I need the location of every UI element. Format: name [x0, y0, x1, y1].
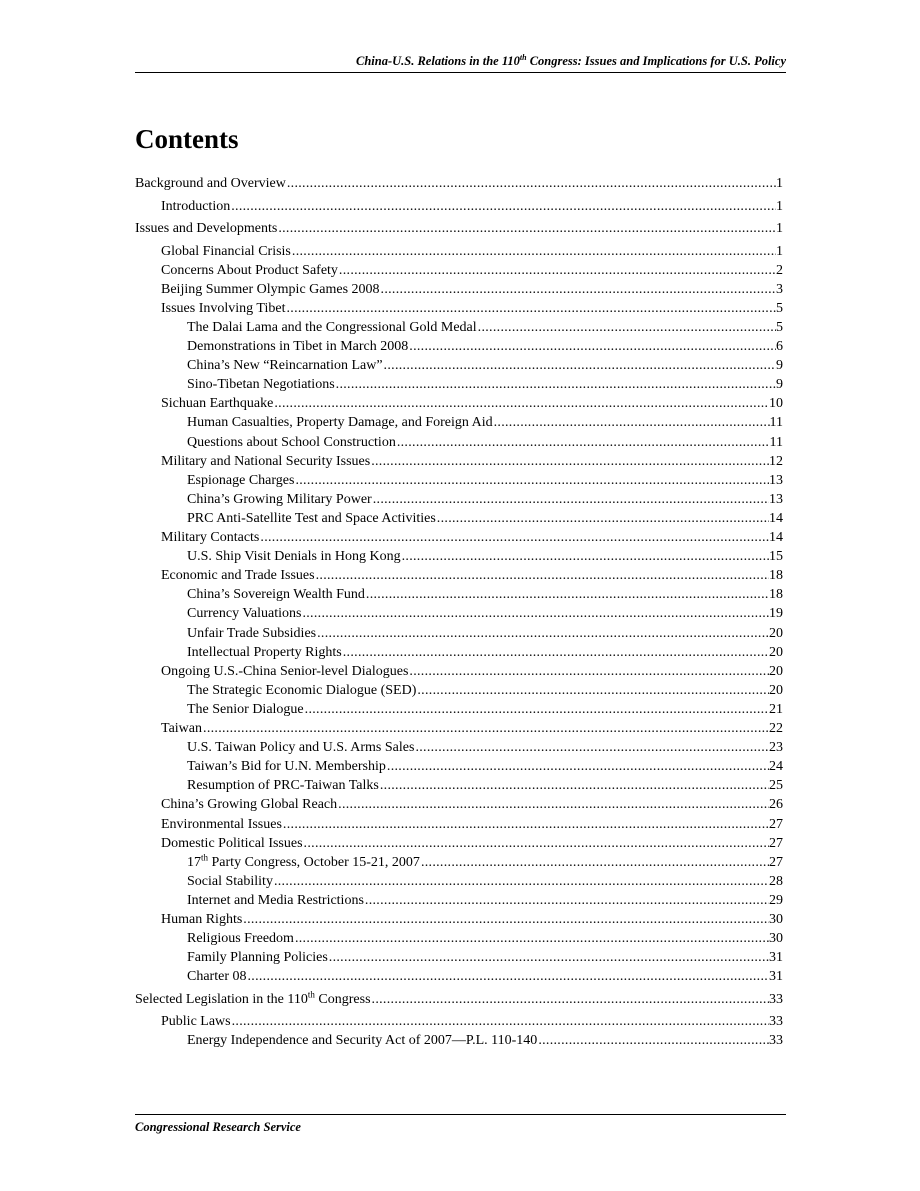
- toc-entry-title-text: U.S. Taiwan Policy and U.S. Arms Sales: [187, 740, 415, 756]
- toc-dot-leader: [408, 664, 769, 680]
- toc-dot-leader: [273, 396, 769, 412]
- toc-dot-leader: [202, 721, 769, 737]
- toc-entry-title-text: Human Casualties, Property Damage, and Foreign Aid: [187, 415, 493, 431]
- toc-page-number: 10: [769, 396, 783, 412]
- toc-entry-title-text: Espionage Charges: [187, 472, 295, 488]
- toc-page-number: 14: [769, 530, 783, 545]
- running-header-superscript: th: [519, 52, 527, 62]
- toc-page-number: 20: [769, 682, 783, 698]
- toc-entry-title-text: China’s Growing Global Reach: [161, 797, 338, 813]
- toc-entry-title-text: Questions about School Construction: [187, 434, 396, 450]
- toc-dot-leader: [230, 199, 776, 215]
- toc-entry[interactable]: [187, 358, 783, 377]
- toc-entry-title: [187, 931, 294, 947]
- toc-entry-title-text: Beijing Summer Olympic Games 2008: [161, 281, 380, 297]
- toc-entry[interactable]: [187, 683, 783, 702]
- toc-entry-title: [161, 568, 315, 584]
- toc-page-number: 20: [769, 663, 783, 679]
- header-rule: [135, 72, 786, 73]
- toc-entry-title: [161, 797, 337, 813]
- toc-entry[interactable]: [161, 836, 783, 855]
- toc-entry[interactable]: [187, 473, 783, 492]
- toc-page-number: 20: [769, 644, 783, 660]
- toc-page-number: 11: [769, 415, 783, 431]
- toc-entry[interactable]: [187, 492, 783, 511]
- toc-page-number: 14: [769, 510, 783, 526]
- toc-entry[interactable]: [187, 740, 783, 759]
- toc-entry[interactable]: [187, 778, 783, 797]
- toc-dot-leader: [282, 817, 769, 833]
- toc-dot-leader: [338, 263, 776, 279]
- toc-dot-leader: [259, 530, 769, 546]
- toc-entry-title-text: Resumption of PRC-Taiwan Talks: [187, 778, 379, 794]
- toc-page-number: 11: [769, 434, 783, 450]
- toc-dot-leader: [273, 874, 769, 890]
- toc-entry-title-text: Social Stability: [187, 873, 273, 889]
- toc-entry[interactable]: [187, 702, 783, 721]
- toc-dot-leader: [370, 454, 769, 470]
- toc-page-number: 31: [769, 969, 783, 985]
- toc-page-number: 5: [776, 300, 783, 316]
- toc-entry-title-text: Selected Legislation in the 110: [135, 991, 308, 1007]
- toc-page-number: 1: [776, 243, 783, 259]
- toc-entry-title-text: Intellectual Property Rights: [187, 644, 342, 660]
- toc-page-number: 5: [776, 319, 783, 335]
- toc-entry-title-text: Military Contacts: [161, 530, 260, 545]
- toc-entry-title: [187, 358, 383, 374]
- toc-page-number: 27: [769, 816, 783, 832]
- running-header: [135, 54, 786, 69]
- toc-entry-title: [161, 244, 291, 260]
- toc-entry[interactable]: [187, 435, 783, 454]
- toc-page-number: 27: [769, 854, 783, 870]
- toc-entry[interactable]: [187, 759, 783, 778]
- toc-entry-title: [187, 473, 294, 489]
- toc-entry[interactable]: [187, 893, 783, 912]
- toc-dot-leader: [420, 855, 769, 871]
- toc-entry[interactable]: [187, 874, 783, 893]
- toc-entry-title-text: Concerns About Product Safety: [161, 262, 338, 278]
- toc-entry-title: [135, 989, 371, 1008]
- toc-page-number: 18: [769, 587, 783, 603]
- toc-page-number: 33: [769, 1033, 783, 1049]
- toc-dot-leader: [277, 221, 776, 237]
- toc-entry-title: [161, 530, 259, 546]
- running-header-text-end: Congress: Issues and Implications for U.S. Policy: [526, 54, 786, 68]
- toc-entry-title: [187, 683, 416, 699]
- toc-page-number: 2: [776, 262, 783, 278]
- toc-entry-title-text: U.S. Ship Visit Denials in Hong Kong: [187, 549, 401, 565]
- toc-entry-title-text: Military and National Security Issues: [161, 453, 371, 469]
- page-title: Contents: [135, 124, 239, 154]
- footer-rule: [135, 1114, 786, 1115]
- toc-entry-title: [187, 1033, 537, 1049]
- toc-entry[interactable]: [161, 454, 783, 473]
- toc-dot-leader: [337, 797, 769, 813]
- toc-entry-title-text-end: Congress: [314, 991, 371, 1007]
- toc-entry-title: [187, 549, 401, 565]
- toc-page-number: 1: [776, 176, 783, 191]
- toc-dot-leader: [416, 683, 769, 699]
- toc-entry-title-text: PRC Anti-Satellite Test and Space Activities: [187, 510, 436, 526]
- toc-entry-title: [161, 301, 285, 317]
- toc-entry-title-text: Sichuan Earthquake: [161, 396, 274, 412]
- toc-entry-title-text: Global Financial Crisis: [161, 243, 291, 259]
- toc-entry-title: [161, 282, 380, 298]
- toc-entry[interactable]: [161, 797, 783, 816]
- toc-entry-title-text: Issues Involving Tibet: [161, 300, 286, 316]
- toc-entry[interactable]: [187, 320, 783, 339]
- toc-page-number: 15: [769, 549, 783, 565]
- toc-entry-title: [161, 836, 303, 852]
- toc-entry-title-text: Issues and Developments: [135, 221, 278, 236]
- toc-entry-title: [161, 454, 370, 470]
- toc-entry-title: [187, 606, 301, 622]
- toc-page-number: 12: [769, 453, 783, 469]
- toc-dot-leader: [291, 244, 776, 260]
- toc-entry-title: [161, 721, 202, 737]
- toc-entry-title-text: Introduction: [161, 198, 231, 214]
- toc-entry-title-text: Currency Valuations: [187, 606, 302, 622]
- toc-page-number: 28: [769, 873, 783, 889]
- toc-entry-title-text: 17: [187, 854, 201, 870]
- toc-entry-title: [187, 969, 246, 985]
- toc-entry-title: [161, 912, 242, 928]
- toc-entry-title: [161, 396, 273, 412]
- toc-page-number: 20: [769, 625, 783, 641]
- toc-page-number: 13: [769, 491, 783, 507]
- toc-page-number: 13: [769, 472, 783, 488]
- toc-entry-title: [187, 759, 386, 775]
- toc-entry-title: [187, 893, 364, 909]
- toc-entry[interactable]: [161, 396, 783, 415]
- toc-entry-superscript: th: [201, 852, 209, 863]
- toc-page-number: 6: [776, 339, 783, 354]
- toc-entry[interactable]: [187, 1033, 783, 1052]
- toc-dot-leader: [372, 492, 769, 508]
- toc-dot-leader: [380, 282, 776, 298]
- toc-dot-leader: [294, 931, 769, 947]
- toc-entry-title-text: The Senior Dialogue: [187, 701, 304, 717]
- toc-page-number: 1: [776, 221, 783, 236]
- toc-entry[interactable]: [187, 626, 783, 645]
- toc-dot-leader: [316, 626, 769, 642]
- toc-entry[interactable]: [161, 817, 783, 836]
- toc-page-number: 33: [769, 991, 783, 1007]
- toc-entry-title: [187, 511, 436, 527]
- toc-entry-title-text: Internet and Media Restrictions: [187, 892, 364, 908]
- toc-entry-title: [187, 377, 335, 393]
- toc-page-number: 27: [769, 835, 783, 851]
- toc-entry[interactable]: [161, 568, 783, 587]
- toc-entry-title-text: China’s Sovereign Wealth Fund: [187, 587, 365, 603]
- toc-entry-title-text: Energy Independence and Security Act of 2007—P.L. 110-140: [187, 1033, 538, 1049]
- toc-dot-leader: [537, 1033, 769, 1049]
- toc-entry[interactable]: [161, 530, 783, 549]
- toc-dot-leader: [371, 992, 769, 1008]
- toc-entry-title-text: China’s New “Reincarnation Law”: [187, 358, 383, 374]
- toc-entry-title-text: Ongoing U.S.-China Senior-level Dialogues: [161, 663, 409, 679]
- toc-dot-leader: [365, 587, 769, 603]
- toc-page-number: 18: [769, 568, 783, 584]
- toc-entry-title-text: Public Laws: [161, 1014, 231, 1030]
- toc-page-number: 25: [769, 778, 783, 794]
- toc-dot-leader: [285, 301, 776, 317]
- toc-dot-leader: [396, 435, 770, 451]
- toc-entry[interactable]: [161, 263, 783, 282]
- toc-entry-title-text: Taiwan: [161, 721, 203, 736]
- toc-entry-title: [187, 778, 379, 794]
- toc-dot-leader: [414, 740, 769, 756]
- toc-entry[interactable]: [161, 244, 783, 263]
- toc-entry-title-text: Unfair Trade Subsidies: [187, 625, 317, 641]
- toc-entry-title-text: Family Planning Policies: [187, 950, 328, 966]
- toc-entry-title: [161, 1014, 231, 1030]
- toc-dot-leader: [242, 912, 769, 928]
- toc-dot-leader: [364, 893, 769, 909]
- toc-entry-title: [187, 626, 316, 642]
- toc-entry-title: [187, 874, 273, 890]
- toc-entry-title-text: Sino-Tibetan Negotiations: [187, 377, 335, 393]
- toc-dot-leader: [286, 176, 776, 192]
- toc-entry[interactable]: [187, 339, 783, 358]
- toc-page-number: 22: [769, 721, 783, 736]
- toc-entry-superscript: th: [307, 989, 315, 1000]
- toc-entry[interactable]: [187, 969, 783, 988]
- toc-entry[interactable]: [187, 415, 783, 434]
- toc-page-number: 9: [776, 377, 783, 393]
- toc-dot-leader: [383, 358, 776, 374]
- toc-entry-title: [187, 740, 414, 756]
- toc-dot-leader: [493, 415, 770, 431]
- toc-dot-leader: [436, 511, 769, 527]
- toc-dot-leader: [335, 377, 776, 393]
- toc-entry-title: [135, 176, 286, 192]
- toc-entry-title: [187, 320, 477, 336]
- toc-entry[interactable]: [187, 511, 783, 530]
- toc-page-number: 31: [769, 950, 783, 966]
- toc-entry[interactable]: [187, 852, 783, 874]
- toc-entry-title-text: Domestic Political Issues: [161, 835, 303, 851]
- toc-entry[interactable]: [187, 931, 783, 950]
- toc-entry[interactable]: [161, 199, 783, 218]
- toc-dot-leader: [315, 568, 769, 584]
- toc-entry[interactable]: [161, 912, 783, 931]
- toc-entry-title: [187, 950, 328, 966]
- toc-entry-title-text: Religious Freedom: [187, 931, 294, 947]
- toc-page-number: 26: [769, 797, 783, 813]
- toc-entry[interactable]: [187, 377, 783, 396]
- toc-entry-title-text: Charter 08: [187, 969, 247, 985]
- toc-entry[interactable]: [187, 549, 783, 568]
- toc-dot-leader: [379, 778, 769, 794]
- toc-page-number: 29: [769, 892, 783, 908]
- toc-dot-leader: [301, 606, 769, 622]
- toc-dot-leader: [294, 473, 769, 489]
- toc-entry[interactable]: [161, 282, 783, 301]
- toc-entry-title: [187, 587, 365, 603]
- toc-page-number: 1: [776, 198, 783, 214]
- toc-page-number: 23: [769, 740, 783, 756]
- toc-page-number: 30: [769, 931, 783, 947]
- toc-entry-title-text: Demonstrations in Tibet in March 2008: [187, 339, 409, 354]
- toc-entry-title-text: Environmental Issues: [161, 816, 282, 832]
- toc-entry-title: [187, 339, 408, 355]
- toc-entry[interactable]: [187, 645, 783, 664]
- toc-page-number: 9: [776, 358, 783, 374]
- toc-entry-title: [187, 645, 342, 661]
- toc-entry-title: [161, 817, 282, 833]
- toc-entry-title: [161, 199, 230, 215]
- toc-dot-leader: [477, 320, 776, 336]
- toc-entry-title-text: Human Rights: [161, 912, 243, 927]
- toc-entry-title-text: Economic and Trade Issues: [161, 568, 315, 584]
- toc-dot-leader: [401, 549, 769, 565]
- toc-entry[interactable]: [187, 587, 783, 606]
- toc-dot-leader: [342, 645, 769, 661]
- toc-entry-title-text-end: Party Congress, October 15-21, 2007: [208, 854, 420, 870]
- toc-entry[interactable]: [187, 950, 783, 969]
- toc-entry[interactable]: [135, 176, 783, 195]
- toc-entry[interactable]: [135, 989, 783, 1011]
- toc-dot-leader: [246, 969, 769, 985]
- toc-entry[interactable]: [161, 301, 783, 320]
- toc-entry-title-text: The Dalai Lama and the Congressional Gold Medal: [187, 319, 477, 335]
- toc-entry-title-text: Taiwan’s Bid for U.N. Membership: [187, 759, 386, 775]
- toc-entry-title-text: Background and Overview: [135, 176, 286, 191]
- footer: Congressional Research Service: [135, 1120, 301, 1134]
- toc-entry[interactable]: [161, 1014, 783, 1033]
- toc-dot-leader: [304, 702, 769, 718]
- toc-dot-leader: [231, 1014, 769, 1030]
- toc-page-number: 19: [769, 606, 783, 622]
- toc-page-number: 33: [769, 1014, 783, 1030]
- toc-entry-title: [187, 415, 493, 431]
- toc-page-number: 21: [769, 701, 783, 717]
- toc-page-number: 30: [769, 912, 783, 927]
- toc-entry[interactable]: [161, 664, 783, 683]
- toc-entry-title: [187, 435, 396, 451]
- toc-entry[interactable]: [187, 606, 783, 625]
- toc-page-number: 3: [776, 281, 783, 297]
- toc-dot-leader: [408, 339, 776, 355]
- running-header-text: China-U.S. Relations in the 110: [355, 54, 520, 68]
- toc-entry-title: [187, 702, 304, 718]
- toc-dot-leader: [328, 950, 769, 966]
- toc-entry-title: [135, 221, 277, 237]
- toc-dot-leader: [303, 836, 769, 852]
- toc-entry[interactable]: [161, 721, 783, 740]
- toc-page-number: 24: [769, 759, 783, 775]
- toc-entry-title: [161, 263, 338, 279]
- toc-entry-title: [161, 664, 408, 680]
- toc-entry-title: [187, 492, 372, 508]
- toc-entry-title: [187, 852, 420, 871]
- toc-entry-title-text: The Strategic Economic Dialogue (SED): [187, 682, 417, 698]
- toc-dot-leader: [386, 759, 769, 775]
- toc-entry[interactable]: [135, 221, 783, 240]
- toc-entry-title-text: China’s Growing Military Power: [187, 491, 372, 507]
